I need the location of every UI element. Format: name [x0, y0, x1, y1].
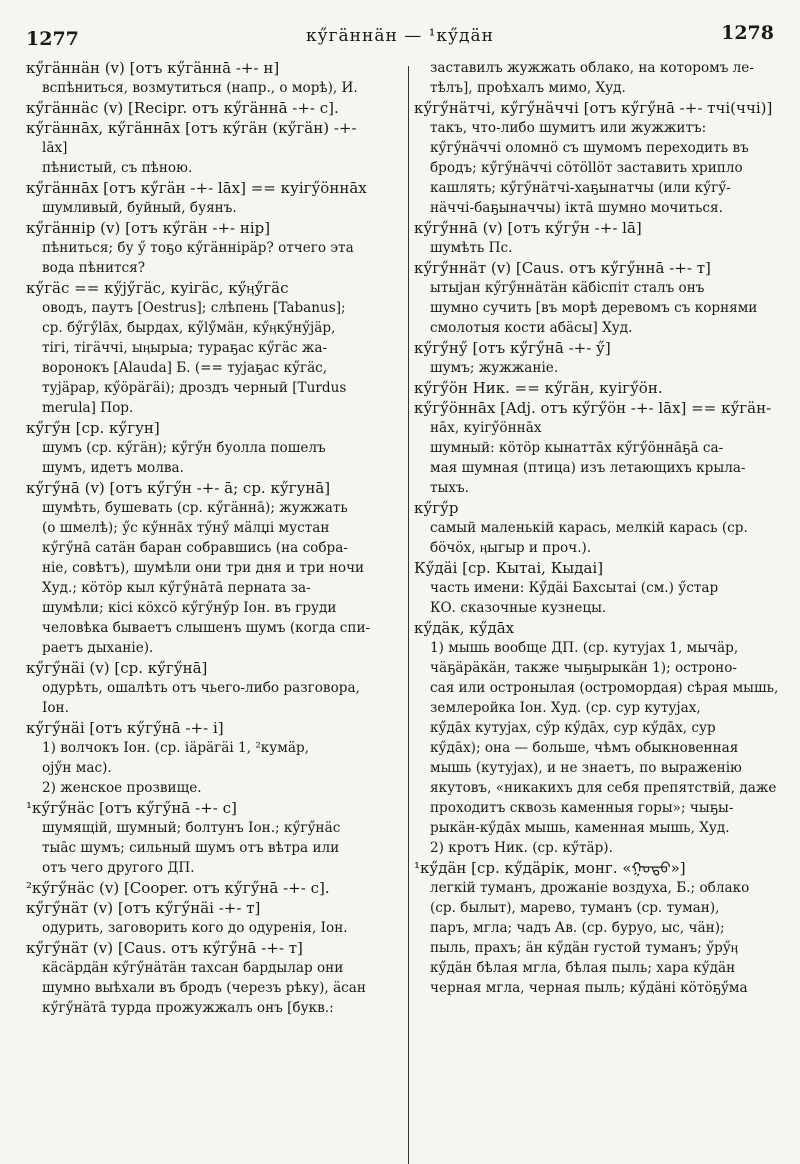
dictionary-entry [414, 618, 782, 858]
entry-definition-line: воронокъ [Alauda] Б. (== тујаҕас кӳгäс, [42, 360, 328, 376]
entry-headword: кӳгäннiр (v) [отъ кӳгäн -+- нiр] [26, 219, 271, 237]
entry-definition-line: шумъ; жужжанiе. [430, 360, 559, 376]
entry-definition-line: рыкäн-кӳдāх мышь, каменная мышь, Худ. [430, 820, 730, 836]
entry-definition-line: человѣка бываетъ слышенъ шумъ (когда спи- [42, 620, 371, 636]
dictionary-entry [414, 858, 782, 998]
entry-definition-line: (ср. былыт), марево, туманъ (ср. туман), [430, 900, 720, 916]
entry-definition-line: кäсäрдäн кӳгӳнäтäн тахсан бардылар они [42, 960, 344, 976]
entry-headword: кӳгӳнäi [отъ кӳгӳнā -+- i] [26, 719, 224, 737]
entry-headword: ²кӳгӳнäс (v) [Cooper. отъ кӳгӳнā -+- с]. [26, 879, 330, 897]
entry-definition-line: кашлять; кӳгӳнäтчi-хаҕынатчы (или кӳгӳ- [430, 180, 731, 196]
dictionary-entry [26, 58, 406, 98]
entry-headword: кӳдäк, кӳдāх [414, 619, 515, 637]
entry-definition-line: 2) кротъ Ник. (ср. кӳтäр). [430, 840, 613, 856]
dictionary-entry [26, 718, 406, 798]
entry-definition-line: кӳгӳнā сатäн баран собравшись (на собра- [42, 540, 348, 556]
entry-definition-line: одурѣть, ошалѣть отъ чьего-либо разговора, [42, 680, 360, 696]
dictionary-entry [26, 98, 406, 118]
entry-definition-line: якутовъ, «никакихъ для себя препятствiй, даже [430, 780, 777, 796]
entry-definition-line: Іон. [42, 700, 69, 716]
entry-headword: кӳгäс == кӳјӳгäс, куiгäс, кӳӊӳгäс [26, 279, 289, 297]
entry-definition-line: самый маленькiй карась, мелкiй карась (ср. [430, 520, 748, 536]
entry-definition-line: merula] Пор. [42, 400, 134, 416]
two-column-body [26, 58, 782, 1158]
entry-definition-line: 1) мышь вообще ДП. (ср. кутујах 1, мычäр, [430, 640, 739, 656]
entry-definition-line: пѣниться; бу ӳ тоҕо кӳгäннiрäр? отчего эта [42, 240, 354, 256]
entry-definition-line: легкiй туманъ, дрожанiе воздуха, Б.; облако [430, 880, 750, 896]
entry-definition-line: бӧчӧх, ӊыгыр и проч.). [430, 540, 592, 556]
entry-definition-line: 1) волчокъ Іон. (ср. iäрäгäi 1, ²кумäр, [42, 740, 309, 756]
entry-headword: кӳгäннäс (v) [Recipr. отъ кӳгäннā -+- с]. [26, 99, 339, 117]
dictionary-entry [26, 178, 406, 218]
entry-definition-line: lāх] [42, 140, 68, 156]
entry-headword: кӳгӳннäт (v) [Caus. отъ кӳгӳннā -+- т] [414, 259, 711, 277]
entry-definition-line: тыāс шумъ; сильный шумъ отъ вѣтра или [42, 840, 340, 856]
entry-definition-line: мышь (кутујах), и не знаетъ, по выраженiю [430, 760, 742, 776]
entry-definition-line: оводъ, паутъ [Oestrus]; слѣпень [Tabanus]; [42, 300, 346, 316]
dictionary-entry [26, 278, 406, 418]
entry-definition-line: шумно выѣхали въ бродъ (черезъ рѣку), äсан [42, 980, 366, 996]
entry-definition-line: шумный: кӧтӧр кынаттāх кӳгӳӧннāҕā са- [430, 440, 724, 456]
entry-definition-line: оjӳн мас). [42, 760, 112, 776]
entry-definition-line: землеройка Іон. Худ. (ср. сур кутујах, [430, 700, 701, 716]
entry-definition-line: тујäрар, кӳӧрäгäi); дроздъ черный [Turdus [42, 380, 347, 396]
dictionary-entry [26, 218, 406, 278]
entry-definition-line: (о шмелѣ); ӳс кӳннāх тӳнӳ мäлџi мустан [42, 520, 330, 536]
page-header [26, 18, 774, 58]
entry-definition-line: тѣлъ], проѣхалъ мимо, Худ. [430, 80, 626, 96]
dictionary-entry [414, 378, 782, 398]
entry-definition-line: мая шумная (птица) изъ летающихъ крыла- [430, 460, 746, 476]
dictionary-entry [414, 258, 782, 338]
entry-definition-line: чäҕäрäкäн, также чыҕырыкäн 1); остроно- [430, 660, 738, 676]
dictionary-entry [414, 498, 782, 558]
entry-definition-line: шумъ (ср. кӳгäн); кӳгӳн буолла пошелъ [42, 440, 326, 456]
entry-definition-line: 2) женское прозвище. [42, 780, 202, 796]
left-column [26, 58, 406, 1158]
entry-definition-line: бродъ; кӳгӳнäччi сӧтӧllӧт заставить хрипло [430, 160, 743, 176]
dictionary-entry [26, 478, 406, 658]
entry-definition-line: пыль, прахъ; äн кӳдäн густой туманъ; ӳрӳӊ [430, 940, 739, 956]
entry-definition-line: кӳдäн бѣлая мгла, бѣлая пыль; хара кӳдäн [430, 960, 736, 976]
dictionary-entry [414, 218, 782, 258]
entry-headword: кӳгӳӧннāх [Adj. отъ кӳгӳӧн -+- lāх] == кӳгäн- [414, 399, 772, 417]
entry-definition-line: тiгi, тiгäччi, ыӊырыа; тураҕас кӳгäс жа- [42, 340, 328, 356]
entry-definition-line: ср. бӳгӳlāх, бырдах, кӳlӳмäн, кӳӊкӳнӳјäр, [42, 320, 336, 336]
entry-definition-line: нiе, совѣтъ), шумѣли они три дня и три ночи [42, 560, 365, 576]
entry-headword: ¹кӳдäн [ср. кӳдäрiк, монг. «ᠭᠤᠳᠤ»] [414, 859, 686, 877]
dictionary-entry [414, 58, 782, 98]
dictionary-entry [414, 98, 782, 218]
dictionary-entry [414, 338, 782, 378]
dictionary-entry [26, 798, 406, 878]
entry-definition-line: кӳдāх); она — больше, чѣмъ обыкновенная [430, 740, 739, 756]
entry-definition-line: шумящiй, шумный; болтунъ Іон.; кӳгӳнäс [42, 820, 341, 836]
entry-headword: кӳгӳнäт (v) [отъ кӳгӳнäi -+- т] [26, 899, 261, 917]
entry-headword: кӳгӳӧн Ник. == кӳгäн, куiгӳӧн. [414, 379, 663, 397]
entry-definition-line: кӳгӳнäччi оломнӧ съ шумомъ переходить въ [430, 140, 749, 156]
page-number-left: 1277 [26, 28, 79, 50]
dictionary-entry [26, 118, 406, 178]
entry-definition-line: сая или остронылая (остромордая) сѣрая мышь, [430, 680, 779, 696]
entry-definition-line: шумливый, буйный, буянъ. [42, 200, 237, 216]
entry-headword: кӳгӳнӳ [отъ кӳгӳнā -+- ӳ] [414, 339, 611, 357]
entry-definition-line: шумѣть, бушевать (ср. кӳгäннā); жужжать [42, 500, 348, 516]
entry-definition-line: смолотыя кости абäсы] Худ. [430, 320, 633, 336]
entry-definition-line: нäччi-баҕыначчы) iктā шумно мочиться. [430, 200, 723, 216]
entry-definition-line: кӳгӳнäтā турда прожужжалъ онъ [букв.: [42, 1000, 334, 1016]
entry-definition-line: заставилъ жужжать облако, на которомъ ле- [430, 60, 754, 76]
entry-headword: кӳгӳнäi (v) [ср. кӳгӳнā] [26, 659, 208, 677]
entry-headword: кӳгӳнā (v) [отъ кӳгӳн -+- ā; ср. кӳгунā] [26, 479, 331, 497]
entry-definition-line: такъ, что-либо шумитъ или жужжитъ: [430, 120, 707, 136]
entry-headword: ¹кӳгӳнäс [отъ кӳгӳнā -+- с] [26, 799, 237, 817]
entry-definition-line: раетъ дыханiе). [42, 640, 154, 656]
entry-definition-line: тыхъ. [430, 480, 469, 496]
entry-definition-line: шумно сучить [въ морѣ деревомъ съ корнями [430, 300, 758, 316]
entry-definition-line: отъ чего другого ДП. [42, 860, 195, 876]
entry-headword: кӳгäннāх [отъ кӳгäн -+- lāх] == куiгӳӧннāх [26, 179, 367, 197]
entry-headword: кӳгӳр [414, 499, 459, 517]
dictionary-entry [26, 938, 406, 1018]
entry-definition-line: шумѣть Пс. [430, 240, 513, 256]
entry-headword: кӳгäннāх, кӳгäннāх [отъ кӳгäн (кӳгäн) -+- [26, 119, 357, 137]
right-column [414, 58, 782, 1158]
dictionary-entry [26, 658, 406, 718]
dictionary-entry [414, 558, 782, 618]
running-head: кӳгäннäн — ¹кӳдäн [306, 26, 494, 46]
entry-definition-line: вода пѣнится? [42, 260, 146, 276]
entry-definition-line: кӳдāх кутујах, сӳр кӳдāх, сур кӳдāх, сур [430, 720, 716, 736]
entry-headword: кӳгӳнäтчi, кӳгӳнäччi [отъ кӳгӳнā -+- тчi(ччi)] [414, 99, 773, 117]
entry-headword: кӳгӳнäт (v) [Caus. отъ кӳгӳнā -+- т] [26, 939, 303, 957]
entry-headword: кӳгӳннā (v) [отъ кӳгӳн -+- lā] [414, 219, 642, 237]
entry-definition-line: вспѣниться, возмутиться (напр., о морѣ), И. [42, 80, 358, 96]
entry-headword: кӳгäннäн (v) [отъ кӳгäннā -+- н] [26, 59, 280, 77]
entry-definition-line: нāх, куiгӳӧннāх [430, 420, 542, 436]
dictionary-entry [414, 398, 782, 498]
entry-definition-line: пѣнистый, съ пѣною. [42, 160, 193, 176]
dictionary-entry [26, 418, 406, 478]
entry-definition-line: шумѣли; кiсi кӧхсӧ кӳгӳнӳр Іон. въ груди [42, 600, 337, 616]
entry-definition-line: часть имени: Кӳдäi Бахсытаi (см.) ӳстар [430, 580, 719, 596]
dictionary-entry [26, 898, 406, 938]
entry-headword: Кӳдäi [ср. Кытаi, Кыдаi] [414, 559, 604, 577]
entry-definition-line: паръ, мгла; чадъ Ав. (ср. буруо, ыс, чäн); [430, 920, 725, 936]
column-divider [408, 66, 409, 1164]
entry-headword: кӳгӳн [ср. кӳгун] [26, 419, 160, 437]
entry-definition-line: проходитъ сквозь каменныя горы»; чыҕы- [430, 800, 734, 816]
entry-definition-line: одурить, заговорить кого до одуренiя, Іон. [42, 920, 348, 936]
entry-definition-line: шумъ, идетъ молва. [42, 460, 184, 476]
entry-definition-line: ытыјан кӳгӳннäтäн кäбiспiт сталъ онъ [430, 280, 705, 296]
dictionary-entry [26, 878, 406, 898]
entry-definition-line: Худ.; кӧтӧр кыл кӳгӳнāтā перната за- [42, 580, 311, 596]
entry-definition-line: черная мгла, черная пыль; кӳдäнi кӧтӧҕӳма [430, 980, 748, 996]
entry-definition-line: КО. сказочные кузнецы. [430, 600, 607, 616]
page-number-right: 1278 [721, 22, 774, 44]
